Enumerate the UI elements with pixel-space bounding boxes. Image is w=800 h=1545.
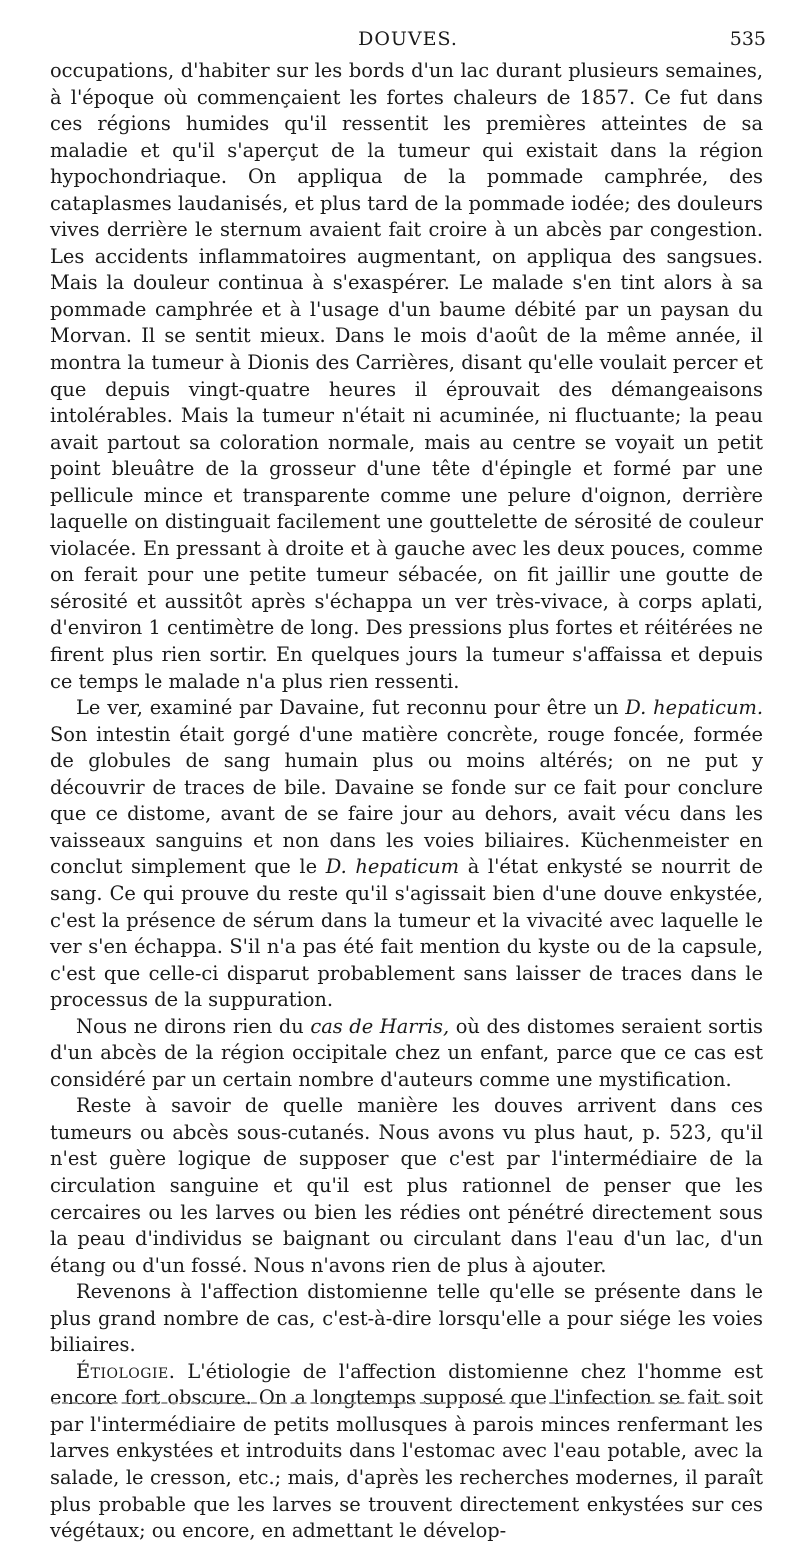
paragraph-davaine	[50, 695, 763, 1014]
paragraph-text: L'étiologie de l'affection distomienne chez l'homme est encore fort obscure. On a longtemps supposé que l'infection se fait soit par l'intermédiaire de petits mollusques à parois minces renfermant les larves enkystées et introduits dans l'estomac avec l'eau potable, avec la salade, le cresson, etc.; mais, d'après les recherches modernes, il paraît plus probable que les larves se trouvent directement enkystées sur ces végétaux; ou encore, en admettant le dévelop-	[50, 1359, 763, 1543]
paragraph-biliary: Revenons à l'affection distomienne telle qu'elle se présente dans le plus grand nombre de cas, c'est-à-dire lorsqu'elle a pour siége les voies biliaires.	[50, 1280, 763, 1357]
paragraph-mode-of-entry: Reste à savoir de quelle manière les douves arrivent dans ces tumeurs ou abcès sous-cutanés. Nous avons vu plus haut, p. 523, qu'il n'est guère logique de supposer que c'est par l'intermédiaire de la circulation sanguine et qu'il est plus rationnel de penser que les cercaires ou les larves ou bien les rédies ont pénétré directement sous la peau d'individus se baignant ou circulant dans l'eau d'un lac, d'un étang ou d'un fossé. Nous n'avons rien de plus à ajouter.	[50, 1094, 763, 1277]
paragraph-text: Le ver, examiné par Davaine, fut reconnu pour être un	[76, 696, 626, 720]
paragraph-harris	[50, 1014, 763, 1094]
body-text	[50, 58, 763, 1545]
species-name: D. hepaticum.	[625, 696, 763, 720]
paragraph-text: Son intestin était gorgé d'une matière concrète, rouge foncée, formée de globules de sang humain plus ou moins altérés; on ne put y découvrir de traces de bile. Davaine se fonde sur ce fait pour conclure que ce distome, avant de se faire jour au dehors, avait vécu dans les vaisseaux sanguins et non dans les voies biliaires. Küchenmeister en conclut simplement que le	[50, 722, 763, 879]
species-name: D. hepaticum	[325, 855, 460, 879]
paragraph-text: Nous ne dirons rien du	[76, 1014, 311, 1038]
paragraph-text: à l'état enkysté se nourrit de sang. Ce qui prouve du reste qu'il s'agissait bien d'une douve enkystée, c'est la présence de sérum dans la tumeur et la vivacité avec laquelle le ver s'en échappa. S'il n'a pas été fait mention du kyste ou de la capsule, c'est que celle-ci disparut probablement sans laisser de traces dans le processus de la suppuration.	[50, 855, 763, 1012]
running-head	[50, 28, 766, 54]
running-title: DOUVES.	[358, 28, 458, 50]
section-heading: Étiologie.	[76, 1359, 176, 1383]
footer-rule	[52, 1402, 744, 1404]
page-number: 535	[729, 28, 766, 50]
paragraph-etiology	[50, 1359, 763, 1545]
case-name: cas de Harris,	[310, 1014, 450, 1038]
paragraph-continuation: occupations, d'habiter sur les bords d'un lac durant plusieurs semaines, à l'époque où commençaient les fortes chaleurs de 1857. Ce fut dans ces régions humides qu'il ressentit les premières atteintes de sa maladie et qu'il s'aperçut de la tumeur qui existait dans la région hypochondriaque. On appliqua de la pommade camphrée, des cataplasmes laudanisés, et plus tard de la pommade iodée; des douleurs vives derrière le sternum avaient fait croire à un abcès par congestion. Les accidents inflammatoires augmentant, on appliqua des sangsues. Mais la douleur continua à s'exaspérer. Le malade s'en tint alors à sa pommade camphrée et à l'usage d'un baume débité par un paysan du Morvan. Il se sentit mieux. Dans le mois d'août de la même année, il montra la tumeur à Dionis des Carrières, disant qu'elle voulait percer et que depuis vingt-quatre heures il éprouvait des démangeaisons intolérables. Mais la tumeur n'était ni acuminée, ni fluctuante; la peau avait partout sa coloration normale, mais au centre se voyait un petit point bleuâtre de la grosseur d'une tête d'épingle et formé par une pellicule mince et transparente comme une pelure d'oignon, derrière laquelle on distinguait facilement une gouttelette de sérosité de couleur violacée. En pressant à droite et à gauche avec les deux pouces, comme on ferait pour une petite tumeur sébacée, on fit jaillir une goutte de sérosité et aussitôt après s'échappa un ver très-vivace, à corps aplati, d'environ 1 centimètre de long. Des pressions plus fortes et réitérées ne firent plus rien sortir. En quelques jours la tumeur s'affaissa et depuis ce temps le malade n'a plus rien ressenti.	[50, 59, 763, 693]
paragraph-text: où des distomes seraient sortis d'un abcès de la région occipitale chez un enfant, parce que ce cas est considéré par un certain nombre d'auteurs comme une mystification.	[50, 1014, 763, 1091]
